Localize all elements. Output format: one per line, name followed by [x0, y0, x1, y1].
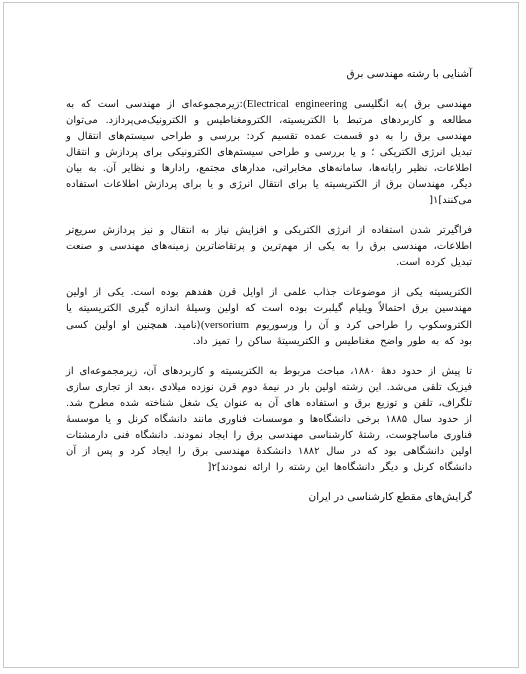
paragraph-importance: [66, 223, 472, 271]
document-body: [66, 67, 472, 505]
document-title: آشنایی با رشته مهندسی برق: [346, 68, 472, 80]
section-heading-majors: گرایش‌های مقطع کارشناسی در ایران: [308, 491, 472, 503]
paragraph-definition: [66, 96, 472, 209]
paragraph-history-universities: [66, 364, 472, 476]
paragraph-text: تا پیش از حدود دههٔ ۱۸۸۰، مباحث مربوط به الکتریسیته و کاربردهای آن، زیرمجموعه‌ای از فیزیک تلقی می‌شد. این رشته اولین بار در نیمهٔ دوم قرن نوزده میلادی ،بعد از تجاری سازی تلگراف، تلفن و توزیع برق و استفاده های آن به عنوان یک شغل شناخته شده مطرح شد. از حدود سال ۱۸۸۵ برخی دانشگاه‌ها و موسسات فناوری مانند دانشگاه کرنل و یا موسسهٔ فناوری ماساچوست، رشتهٔ کارشناسی مهندسی برق را ایجاد نمودند. دانشگاه فنی دارمشتات اولین دانشگاهی بود که در سال ۱۸۸۲ دانشکدهٔ مهندسی برق را ایجاد کرد و پس از آن دانشگاه کرنل و دیگر دانشگاه‌ها این رشته را ارائه نمودند]۲[: [66, 366, 473, 473]
english-term: (Electrical engineering: [243, 98, 348, 110]
paragraph-text: (نامید. همچنین او اولین کسی بود که به طور واضح مغناطیس و الکتریسیتهٔ ساکن را تمیز داد.: [66, 320, 472, 347]
paragraph-text: مهندسی برق )به انگلیسی: [347, 99, 472, 110]
document-page: [3, 2, 519, 668]
english-term: (versorium: [200, 319, 250, 331]
paragraph-text: الکتریسیته یکی از موضوعات جذاب علمی از اوایل قرن هفدهم بوده است. یکی از اولین مهندسین برق احتمالاً ویلیام گیلبرت بوده است که اولین وسیلهٔ اندازه گیری الکتریسیته یا الکتروسکوپ را طراحی کرد و آن را ورسوریوم: [66, 287, 472, 331]
paragraph-text: :زیرمجموعه‌ای از مهندسی است که به مطالعه و کاربردهای مرتبط با الکتریسیته، الکترومغناطیس و الکترونیک‌می‌پردازد. می‌توان مهندسی برق را به دو قسمت عمده تقسیم کرد: بررسی و طراحی سیستم‌های انتقال و تبدیل انرژی الکتریکی ؛ و یا بررسی و طراحی سیستم‌های الکترونیکی برای پردازش و انتقال اطلاعات، نظیر رایانه‌ها، سامانه‌های مخابراتی، مدارهای مجتمع، رادارها و نظایر آن. به بیان دیگر، مهندسان برق از الکتریسیته یا برای انتقال انرژی و یا برای پردازش اطلاعات استفاده می‌کنند]۱[: [66, 99, 472, 206]
paragraph-text: فراگیرتر شدن استفاده از انرژی الکتریکی و افزایش نیاز به انتقال و نیز پردازش سریع‌تر اطلاعات، مهندسی برق را به یکی از مهم‌ترین و پرتقاضاترین زمینه‌های مهندسی و صنعت تبدیل کرده است.: [66, 225, 472, 268]
paragraph-history-gilbert: [66, 285, 472, 350]
